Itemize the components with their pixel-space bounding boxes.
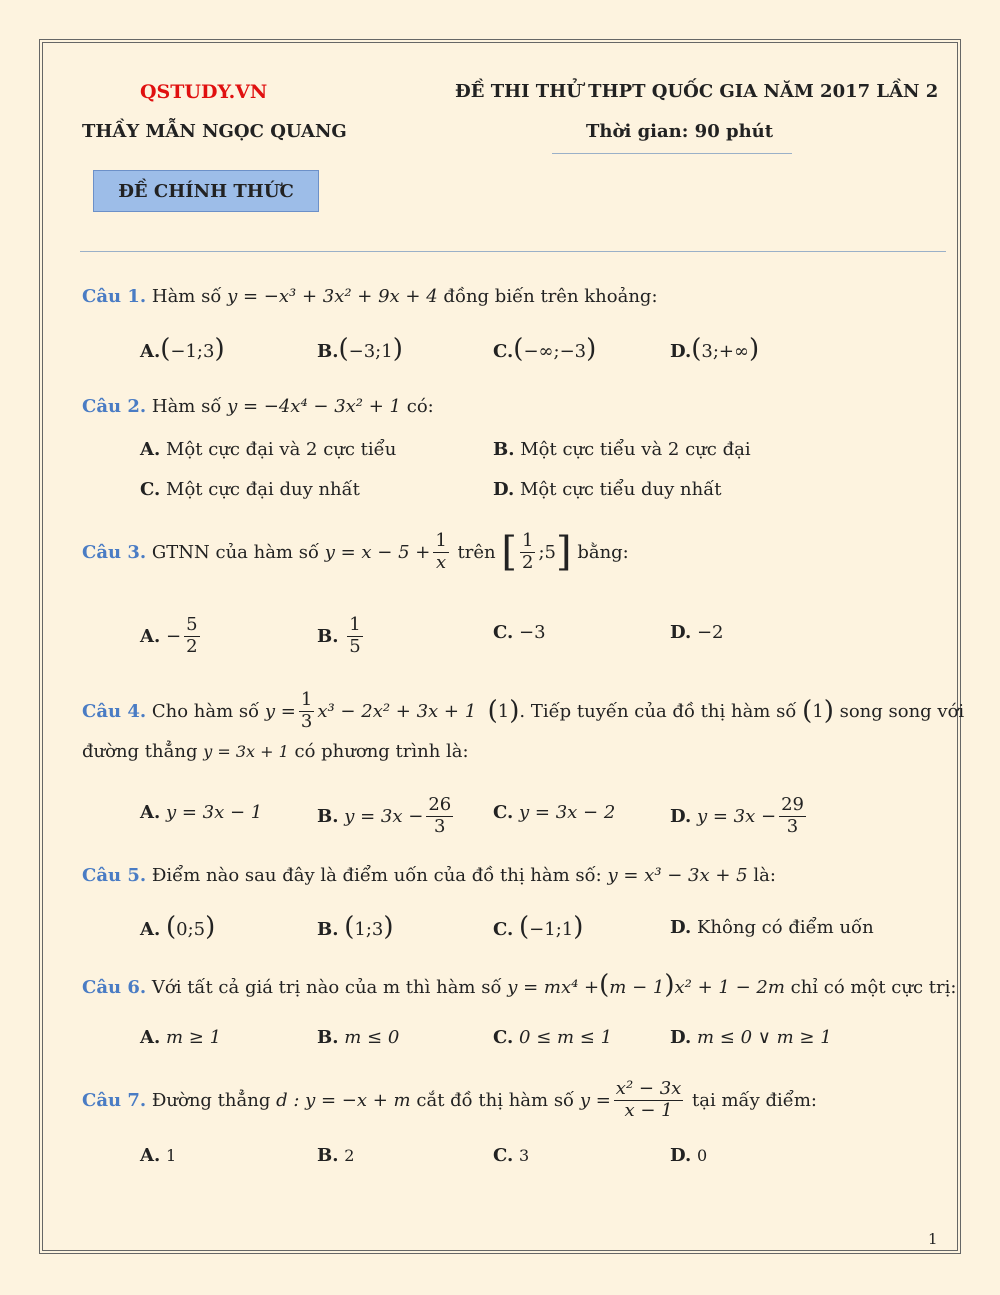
q3-option-c[interactable]: C. −3: [493, 622, 546, 643]
q1-option-b[interactable]: B.(−3;1): [317, 334, 403, 364]
q5-option-d[interactable]: D. Không có điểm uốn: [670, 917, 874, 938]
time-underline: [552, 153, 792, 154]
exam-time: Thời gian: 90 phút: [586, 121, 774, 142]
question-formula: x² + 1 − 2m: [674, 977, 785, 998]
question-text: trên: [457, 541, 496, 563]
q7-option-c[interactable]: C. 3: [493, 1145, 530, 1166]
q5-option-a[interactable]: A. (0;5): [140, 912, 216, 942]
question-text: Cho hàm số: [151, 700, 260, 722]
question-text: GTNN của hàm số: [151, 541, 319, 563]
question-2: [82, 396, 434, 417]
question-label: Câu 4.: [82, 700, 147, 722]
question-text: bằng:: [577, 541, 629, 563]
exam-title: ĐỀ THI THỬ THPT QUỐC GIA NĂM 2017 LẦN 2: [455, 81, 939, 102]
q4-option-c[interactable]: C. y = 3x − 2: [493, 802, 616, 823]
question-text: Hàm số: [151, 396, 222, 417]
q6-option-b[interactable]: B. m ≤ 0: [317, 1027, 400, 1048]
header-divider: [80, 251, 946, 252]
q4-option-b[interactable]: B. y = 3x − $\frac{26}{3}$: [317, 793, 452, 837]
question-label: Câu 3.: [82, 541, 147, 563]
question-text: đồng biến trên khoảng:: [443, 286, 658, 307]
question-label: Câu 1.: [82, 286, 147, 307]
q6-option-a[interactable]: A. m ≥ 1: [140, 1027, 222, 1048]
question-text: Điểm nào sau đây là điểm uốn của đồ thị hàm số:: [151, 865, 602, 886]
question-formula: y = −4x⁴ − 3x² + 1: [227, 396, 401, 417]
q5-option-b[interactable]: B. (1;3): [317, 912, 394, 942]
question-text: . Tiếp tuyến của đồ thị hàm số: [519, 700, 797, 722]
q6-option-d[interactable]: D. m ≤ 0 ∨ m ≥ 1: [670, 1027, 832, 1048]
teacher-name: THẦY MẪN NGỌC QUANG: [82, 121, 347, 142]
q3-option-a[interactable]: A. − $\frac{5}{2}$: [140, 613, 198, 657]
q1-option-d[interactable]: D.(3;+∞): [670, 334, 760, 364]
page-number: 1: [928, 1230, 938, 1248]
question-formula: y = x − 5 +: [324, 541, 431, 563]
question-label: Câu 2.: [82, 396, 147, 417]
question-6: Câu 6. Với tất cả giá trị nào của m thì hàm số y = mx⁴ +(m − 1)x² + 1 − 2m chỉ có một cực trị:: [82, 970, 957, 1000]
question-text: Hàm số: [151, 286, 222, 307]
question-text: cắt đồ thị hàm số: [416, 1089, 575, 1111]
question-text: tại mấy điểm:: [692, 1089, 817, 1111]
q5-option-c[interactable]: C. (−1;1): [493, 912, 584, 942]
question-formula: x³ − 2x² + 3x + 1: [317, 700, 477, 722]
question-text: có:: [406, 396, 434, 417]
question-5: [82, 865, 776, 886]
question-text: là:: [753, 865, 776, 886]
q6-option-c[interactable]: C. 0 ≤ m ≤ 1: [493, 1027, 613, 1048]
fraction: $\frac{1}{x}$: [435, 529, 447, 573]
official-badge: ĐỀ CHÍNH THỨC: [93, 170, 319, 212]
interval-fraction: $\frac{1}{2}$: [521, 529, 534, 573]
question-4-line-2: đường thẳng y = 3x + 1 có phương trình là:: [82, 741, 469, 762]
question-text: chỉ có một cực trị:: [790, 977, 957, 998]
question-4: Câu 4. Cho hàm số y = $\frac{1}{3}$ x³ − 2x² + 3x + 1 ( 1 ) . Tiếp tuyến của đồ thị hàm số ( 1 ) song song với: [82, 688, 965, 732]
brand-name: QSTUDY.VN: [140, 81, 268, 103]
q1-option-a[interactable]: A.(−1;3): [140, 334, 225, 364]
q2-option-c[interactable]: C. Một cực đại duy nhất: [140, 479, 360, 500]
question-7: Câu 7. Đường thẳng d : y = −x + m cắt đồ thị hàm số y = $\frac{\text{x² − 3x}}{x - 1}$ tại mấy điểm:: [82, 1077, 817, 1121]
q3-option-b[interactable]: B. $\frac{1}{5}$: [317, 613, 361, 657]
question-1: [82, 286, 658, 307]
question-formula: d : y = −x + m: [276, 1089, 411, 1111]
q3-option-d[interactable]: D. −2: [670, 622, 724, 643]
q2-option-d[interactable]: D. Một cực tiểu duy nhất: [493, 479, 722, 500]
question-text: song song với: [839, 700, 965, 722]
q4-option-a[interactable]: A. y = 3x − 1: [140, 802, 263, 823]
q1-option-c[interactable]: C.(−∞;−3): [493, 334, 597, 364]
question-label: Câu 6.: [82, 977, 147, 998]
q2-option-a[interactable]: A. Một cực đại và 2 cực tiểu: [140, 439, 397, 460]
q7-option-d[interactable]: D. 0: [670, 1145, 708, 1166]
question-label: Câu 7.: [82, 1089, 147, 1111]
question-formula: y = −x³ + 3x² + 9x + 4: [227, 286, 438, 307]
question-text: Đường thẳng: [151, 1089, 271, 1111]
question-3: Câu 3. GTNN của hàm số y = x − 5 + $\frac{1}{x}$ trên [ $\frac{1}{2}$ ;5 ] bằng:: [82, 529, 629, 575]
q7-option-b[interactable]: B. 2: [317, 1145, 355, 1166]
q4-option-d[interactable]: D. y = 3x − $\frac{29}{3}$: [670, 793, 804, 837]
q7-option-a[interactable]: A. 1: [140, 1145, 177, 1166]
question-label: Câu 5.: [82, 865, 147, 886]
question-text: Với tất cả giá trị nào của m thì hàm số: [151, 977, 502, 998]
q2-option-b[interactable]: B. Một cực tiểu và 2 cực đại: [493, 439, 751, 460]
question-formula: y = x³ − 3x + 5: [607, 865, 748, 886]
